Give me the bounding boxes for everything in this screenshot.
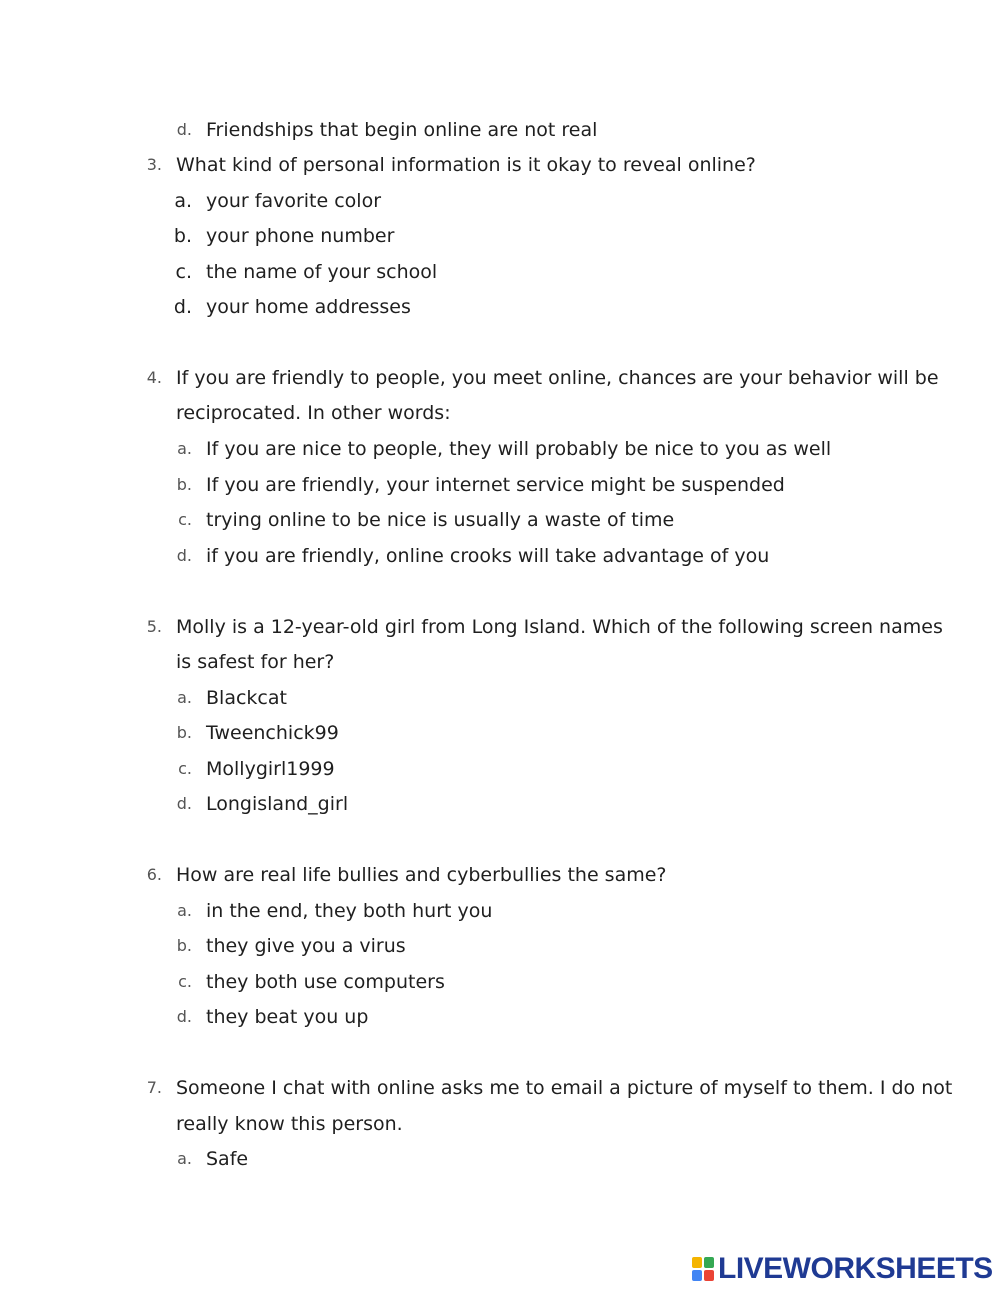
option-text: Blackcat bbox=[206, 687, 287, 709]
option-text: Friendships that begin online are not real bbox=[206, 119, 598, 141]
option-text: they give you a virus bbox=[206, 935, 406, 957]
option-text: they beat you up bbox=[206, 1006, 369, 1028]
question-text-cont: reciprocated. In other words: bbox=[176, 402, 451, 424]
logo-block bbox=[704, 1270, 714, 1281]
question-text: Someone I chat with online asks me to email a picture of myself to them. I do not bbox=[176, 1077, 953, 1099]
option-text: your phone number bbox=[206, 225, 395, 247]
option-letter: a. bbox=[177, 688, 192, 707]
option-text: Safe bbox=[206, 1148, 249, 1170]
logo-blocks-icon bbox=[692, 1257, 714, 1281]
logo-text: LIVEWORKSHEETS bbox=[718, 1252, 993, 1285]
logo-block bbox=[692, 1257, 702, 1268]
question-text-cont: is safest for her? bbox=[176, 651, 335, 673]
option-text: your home addresses bbox=[206, 296, 411, 318]
option-text: the name of your school bbox=[206, 261, 438, 283]
option-text: Longisland_girl bbox=[206, 793, 349, 815]
option-text: in the end, they both hurt you bbox=[206, 900, 493, 922]
option-letter: b. bbox=[176, 475, 192, 494]
logo-block bbox=[692, 1270, 702, 1281]
option-letter: d. bbox=[176, 546, 192, 565]
question-number: 7. bbox=[146, 1078, 162, 1097]
option-text: they both use computers bbox=[206, 971, 445, 993]
question-text-cont: really know this person. bbox=[176, 1113, 403, 1135]
option-text: trying online to be nice is usually a waste of time bbox=[206, 509, 675, 531]
option-text: Tweenchick99 bbox=[206, 722, 339, 744]
question-number: 3. bbox=[146, 155, 162, 174]
question-text: How are real life bullies and cyberbullies the same? bbox=[176, 864, 667, 886]
option-text: If you are friendly, your internet service might be suspended bbox=[206, 474, 785, 496]
question-text: Molly is a 12-year-old girl from Long Island. Which of the following screen names bbox=[176, 616, 943, 638]
option-letter: b. bbox=[176, 723, 192, 742]
option-letter: a. bbox=[177, 439, 192, 458]
option-text: Mollygirl1999 bbox=[206, 758, 335, 780]
option-letter: d. bbox=[176, 120, 192, 139]
option-letter: c. bbox=[178, 972, 192, 991]
question-number: 5. bbox=[146, 617, 162, 636]
option-letter: b. bbox=[176, 936, 192, 955]
option-letter: c. bbox=[178, 510, 192, 529]
question-text: If you are friendly to people, you meet online, chances are your behavior will be bbox=[176, 367, 939, 389]
option-letter: a. bbox=[177, 1149, 192, 1168]
option-letter: d. bbox=[176, 1007, 192, 1026]
option-letter: c. bbox=[178, 759, 192, 778]
option-letter: c. bbox=[175, 261, 192, 283]
question-text: What kind of personal information is it okay to reveal online? bbox=[176, 154, 756, 176]
option-letter: a. bbox=[174, 190, 192, 212]
option-letter: a. bbox=[177, 901, 192, 920]
option-letter: d. bbox=[176, 794, 192, 813]
option-letter: d. bbox=[173, 296, 192, 318]
option-letter: b. bbox=[173, 225, 192, 247]
option-text: If you are nice to people, they will probably be nice to you as well bbox=[206, 438, 832, 460]
liveworksheets-logo bbox=[692, 1253, 993, 1285]
question-number: 4. bbox=[146, 368, 162, 387]
option-text: if you are friendly, online crooks will take advantage of you bbox=[206, 545, 770, 567]
question-number: 6. bbox=[146, 865, 162, 884]
option-text: your favorite color bbox=[206, 190, 382, 212]
logo-block bbox=[704, 1257, 714, 1268]
